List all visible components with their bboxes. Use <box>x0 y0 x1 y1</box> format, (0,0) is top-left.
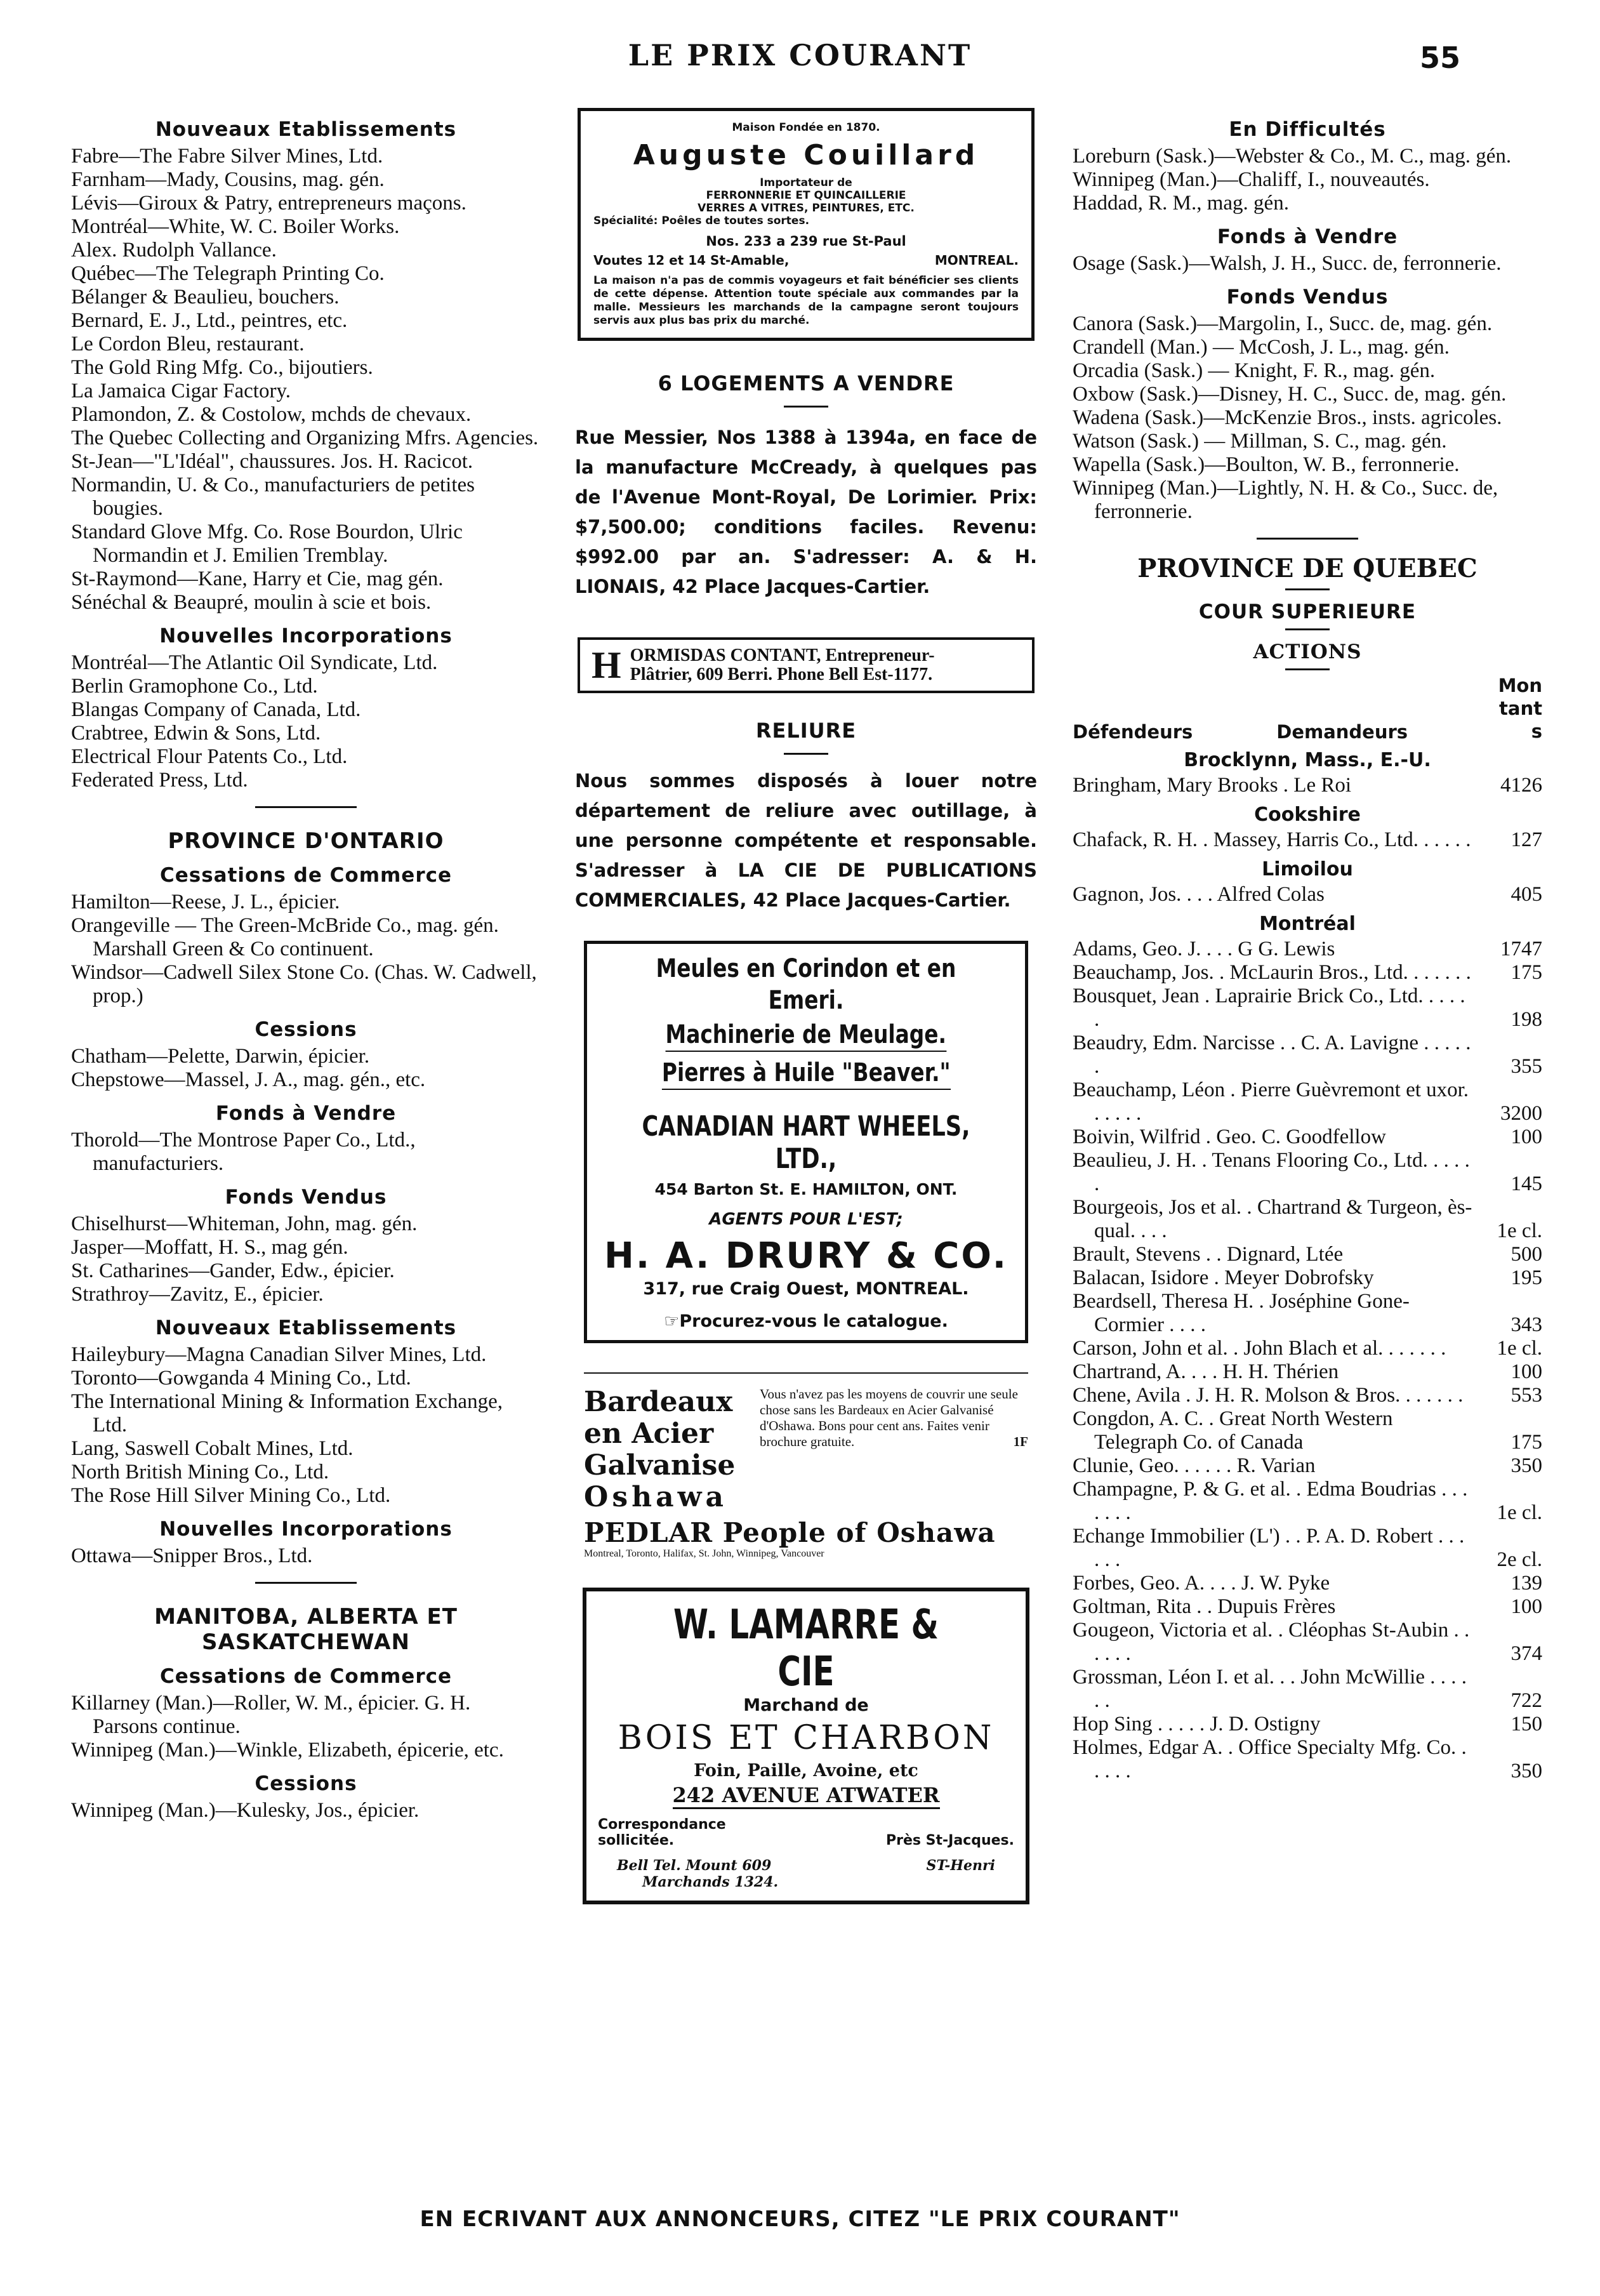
place-heading: Montréal <box>1259 913 1356 935</box>
divider <box>784 406 828 408</box>
case-amount: 355 <box>1511 1055 1542 1078</box>
list-item: Berlin Gramophone Co., Ltd. <box>71 675 318 698</box>
case-parties: Bringham, Mary Brooks . Le Roi <box>1073 774 1352 797</box>
actions-table <box>1073 749 1542 1783</box>
entry-list <box>1073 145 1542 215</box>
case-parties: Echange Immobilier (L') . . P. A. D. Robert . . . . . . <box>1073 1525 1465 1571</box>
list-item: Hamilton—Reese, J. L., épicier. <box>71 891 340 913</box>
entry-list <box>1073 252 1542 275</box>
ad-address: 454 Barton St. E. HAMILTON, ONT. <box>654 1180 958 1198</box>
ad-speciality: Spécialité: Poêles de toutes sortes. <box>593 215 810 227</box>
ad-line: Machinerie de Meulage. <box>666 1019 946 1052</box>
list-item: The Gold Ring Mfg. Co., bijoutiers. <box>71 356 373 379</box>
table-row <box>1073 1360 1542 1384</box>
table-row <box>1073 1290 1542 1337</box>
page-header-title: LE PRIX COURANT <box>628 38 972 72</box>
case-amount: 343 <box>1511 1313 1542 1336</box>
actions-title: ACTIONS <box>1253 640 1362 663</box>
table-row <box>1073 1595 1542 1619</box>
place-heading: Brocklynn, Mass., E.-U. <box>1184 749 1431 771</box>
case-amount: 553 <box>1511 1384 1542 1407</box>
section-title: Cessions <box>255 1018 357 1041</box>
ad-brand-name: Auguste Couillard <box>633 139 979 171</box>
logements-title: 6 LOGEMENTS A VENDRE <box>658 371 955 395</box>
ad-line: Meules en Corindon et en Emeri. <box>656 954 956 1015</box>
table-row <box>1073 1478 1542 1525</box>
case-parties: Brault, Stevens . . Dignard, Ltée <box>1073 1243 1344 1266</box>
table-row <box>1073 1196 1542 1243</box>
case-amount: 198 <box>1511 1008 1542 1031</box>
divider <box>255 1582 357 1584</box>
list-item: Osage (Sask.)—Walsh, J. H., Succ. de, ferronnerie. <box>1073 252 1502 275</box>
section-title: Fonds Vendus <box>225 1186 387 1209</box>
ad-line: Foin, Paille, Avoine, etc <box>694 1761 918 1781</box>
section-title: Cessations de Commerce <box>159 1665 453 1688</box>
pointing-hand-icon: ☞ <box>664 1311 680 1331</box>
list-item: Haddad, R. M., mag. gén. <box>1073 192 1289 215</box>
entry-list <box>71 891 541 1008</box>
ad-line: Marchand de <box>743 1695 869 1715</box>
ad-catalogue-text: Procurez-vous le catalogue. <box>679 1311 948 1331</box>
ad-line: Oshawa <box>584 1481 727 1513</box>
couillard-advertisement <box>578 108 1035 341</box>
case-amount: 127 <box>1511 828 1542 851</box>
list-item: La Jamaica Cigar Factory. <box>71 380 291 402</box>
ad-city: MONTREAL. <box>934 253 1019 268</box>
table-row <box>1073 828 1542 852</box>
ad-line: Bell Tel. Mount 609 <box>617 1857 772 1874</box>
ad-importer: Importateur de <box>760 176 852 189</box>
table-row <box>1073 1032 1542 1078</box>
province-title: MANITOBA, ALBERTA ET SASKATCHEWAN <box>154 1604 458 1655</box>
list-item: St. Catharines—Gander, Edw., épicier. <box>71 1259 395 1282</box>
list-item: Normandin, U. & Co., manufacturiers de petites bougies. <box>71 474 475 520</box>
table-row <box>1073 985 1542 1032</box>
list-item: Canora (Sask.)—Margolin, I., Succ. de, mag. gén. <box>1073 312 1493 335</box>
ad-line: ST-Henri <box>926 1857 995 1874</box>
list-item: North British Mining Co., Ltd. <box>71 1461 329 1483</box>
entry-list <box>71 1799 541 1822</box>
ad-drury: H. A. DRURY & CO. <box>604 1235 1008 1277</box>
list-item: Ottawa—Snipper Bros., Ltd. <box>71 1544 313 1567</box>
case-parties: Balacan, Isidore . Meyer Dobrofsky <box>1073 1266 1374 1289</box>
list-item: Plamondon, Z. & Costolow, mchds de chevaux. <box>71 403 472 426</box>
case-amount: 2e cl. <box>1497 1548 1542 1571</box>
ad-line: en Acier <box>584 1417 714 1450</box>
column-right <box>1073 108 1542 1783</box>
section-title: Nouvelles Incorporations <box>159 625 453 647</box>
case-parties: Bousquet, Jean . Laprairie Brick Co., Ltd. . . . . . <box>1073 985 1465 1031</box>
list-item: Fabre—The Fabre Silver Mines, Ltd. <box>71 145 383 168</box>
ad-line: Près St-Jacques. <box>886 1833 1014 1848</box>
place-heading: Limoilou <box>1262 858 1353 880</box>
table-row <box>1073 1407 1542 1454</box>
ad-company: CANADIAN HART WHEELS, LTD., <box>642 1110 970 1175</box>
list-item: Québec—The Telegraph Printing Co. <box>71 262 385 285</box>
ad-agents: AGENTS POUR L'EST; <box>709 1210 903 1229</box>
column-center <box>571 108 1041 1904</box>
list-item: Oxbow (Sask.)—Disney, H. C., Succ. de, mag. gén. <box>1073 383 1507 406</box>
divider <box>1285 588 1330 590</box>
entry-list <box>71 1212 541 1306</box>
case-parties: Carson, John et al. . John Blach et al. . . . . . . <box>1073 1337 1446 1360</box>
ad-line: Plâtrier, 609 Berri. Phone Bell Est-1177. <box>630 665 933 684</box>
ad-line: ORMISDAS CONTANT, Entrepreneur- <box>630 646 935 665</box>
case-amount: 722 <box>1511 1689 1542 1712</box>
case-parties: Goltman, Rita . . Dupuis Frères <box>1073 1595 1336 1618</box>
table-row <box>1073 1713 1542 1736</box>
ad-line: Galvanise <box>584 1449 736 1482</box>
ad-address-row <box>593 253 1019 268</box>
list-item: Killarney (Man.)—Roller, W. M., épicier. G. H. Parsons continue. <box>71 1692 471 1738</box>
table-row <box>1073 938 1542 961</box>
case-parties: Gougeon, Victoria et al. . Cléophas St-Aubin . . . . . . <box>1073 1619 1470 1665</box>
table-row <box>1073 1078 1542 1125</box>
case-amount: 350 <box>1511 1454 1542 1477</box>
list-item: Crabtree, Edwin & Sons, Ltd. <box>71 722 321 745</box>
ad-line: sollicitée. <box>598 1833 675 1848</box>
page-footer: EN ECRIVANT AUX ANNONCEURS, CITEZ "LE PRIX COURANT" <box>420 2206 1180 2232</box>
ad-left <box>584 1386 752 1513</box>
ad-craig-address: 317, rue Craig Ouest, MONTREAL. <box>643 1279 969 1299</box>
section-title: Nouvelles Incorporations <box>159 1518 453 1541</box>
case-parties: Beardsell, Theresa H. . Joséphine Gone-Cormier . . . . <box>1073 1290 1410 1336</box>
section-title: Fonds à Vendre <box>1217 225 1398 248</box>
ad-founded: Maison Fondée en 1870. <box>732 121 880 134</box>
case-amount: 195 <box>1511 1266 1542 1289</box>
table-row <box>1073 1572 1542 1595</box>
entry-list <box>71 1045 541 1092</box>
list-item: Watson (Sask.) — Millman, S. C., mag. gén. <box>1073 430 1447 453</box>
ad-line: Bardeaux <box>584 1386 733 1418</box>
list-item: Loreburn (Sask.)—Webster & Co., M. C., mag. gén. <box>1073 145 1512 168</box>
case-parties: Forbes, Geo. A. . . . J. W. Pyke <box>1073 1572 1330 1595</box>
entry-list <box>71 1343 541 1508</box>
list-item: Jasper—Moffatt, H. S., mag gén. <box>71 1236 348 1259</box>
list-item: The Quebec Collecting and Organizing Mfrs. Agencies. <box>71 427 539 449</box>
ad-line: Pierres à Huile "Beaver." <box>662 1057 951 1090</box>
list-item: Crandell (Man.) — McCosh, J. L., mag. gén. <box>1073 336 1450 359</box>
list-item: The Rose Hill Silver Mining Co., Ltd. <box>71 1484 391 1507</box>
ad-company: W. LAMARRE & CIE <box>673 1602 939 1695</box>
province-title: PROVINCE D'ONTARIO <box>168 828 444 854</box>
divider <box>784 753 828 755</box>
reliure-title: RELIURE <box>755 719 857 743</box>
hormisdas-advertisement <box>578 637 1035 693</box>
ad-telephone <box>598 1857 1014 1874</box>
list-item: Bélanger & Beaulieu, bouchers. <box>71 286 340 309</box>
table-row <box>1073 774 1542 797</box>
header-montants: Montants <box>1498 675 1542 742</box>
list-item: Sénéchal & Beaupré, moulin à scie et bois. <box>71 591 432 614</box>
list-item: Orcadia (Sask.) — Knight, F. R., mag. gén. <box>1073 359 1436 382</box>
case-parties: Adams, Geo. J. . . . G G. Lewis <box>1073 938 1335 960</box>
case-amount: 150 <box>1511 1713 1542 1735</box>
list-item: Lévis—Giroux & Patry, entrepreneurs maçons. <box>71 192 466 215</box>
ad-line: VERRES A VITRES, PEINTURES, ETC. <box>698 202 915 215</box>
case-amount: 100 <box>1511 1125 1542 1148</box>
column-left <box>71 108 541 1822</box>
ad-catalogue <box>593 1311 1019 1331</box>
lamarre-advertisement <box>583 1588 1029 1904</box>
ad-address: Nos. 233 a 239 rue St-Paul <box>706 234 906 249</box>
case-parties: Bourgeois, Jos et al. . Chartrand & Turgeon, ès-qual. . . . <box>1073 1196 1472 1242</box>
section-title: Cessations de Commerce <box>159 864 453 887</box>
entry-list <box>1073 312 1542 524</box>
ad-cities: Montreal, Toronto, Halifax, St. John, Winnipeg, Vancouver <box>584 1548 824 1559</box>
section-title: En Difficultés <box>1229 118 1386 141</box>
ad-line: Correspondance <box>598 1817 726 1833</box>
ad-corr-left <box>598 1817 726 1848</box>
list-item: Wadena (Sask.)—McKenzie Bros., insts. agricoles. <box>1073 406 1502 429</box>
list-item: Chiselhurst—Whiteman, John, mag. gén. <box>71 1212 418 1235</box>
case-amount: 175 <box>1511 961 1542 984</box>
ad-side-text: Vous n'avez pas les moyens de couvrir une seule chose sans les Bardeaux en Acier Galvanisé d'Oshawa. Bons pour cent ans. Faites venir brochure gratuite. <box>760 1386 1018 1449</box>
list-item: Winnipeg (Man.)—Chaliff, I., nouveautés. <box>1073 168 1430 191</box>
entry-list <box>71 651 541 792</box>
case-amount: 500 <box>1511 1243 1542 1266</box>
list-item: Windsor—Cadwell Silex Stone Co. (Chas. W. Cadwell, prop.) <box>71 961 537 1007</box>
table-row <box>1073 1149 1542 1196</box>
list-item: Electrical Flour Patents Co., Ltd. <box>71 745 348 768</box>
table-row <box>1073 883 1542 906</box>
ad-correspondence <box>598 1817 1014 1848</box>
table-row <box>1073 1619 1542 1666</box>
case-parties: Hop Sing . . . . . J. D. Ostigny <box>1073 1713 1321 1735</box>
case-parties: Chafack, R. H. . Massey, Harris Co., Ltd. . . . . . <box>1073 828 1471 851</box>
table-row <box>1073 1525 1542 1572</box>
entry-list <box>71 145 541 614</box>
case-parties: Grossman, Léon I. et al. . . John McWillie . . . . . . <box>1073 1666 1467 1712</box>
list-item: The International Mining & Information Exchange, Ltd. <box>71 1390 503 1437</box>
list-item: St-Jean—"L'Idéal", chaussures. Jos. H. Racicot. <box>71 450 473 473</box>
page-number: 55 <box>1419 41 1460 75</box>
meules-advertisement <box>584 941 1028 1343</box>
divider <box>1257 538 1358 540</box>
court-title: COUR SUPERIEURE <box>1198 601 1417 623</box>
case-amount: 1e cl. <box>1497 1501 1542 1524</box>
divider <box>1285 628 1330 630</box>
case-amount: 405 <box>1511 883 1542 906</box>
table-row <box>1073 1736 1542 1783</box>
list-item: Lang, Saswell Cobalt Mines, Ltd. <box>71 1437 354 1460</box>
list-item: Toronto—Gowganda 4 Mining Co., Ltd. <box>71 1367 411 1390</box>
case-amount: 374 <box>1511 1642 1542 1665</box>
list-item: Bernard, E. J., Ltd., peintres, etc. <box>71 309 348 332</box>
divider <box>1285 668 1330 670</box>
case-parties: Beaulieu, J. H. . Tenans Flooring Co., Ltd. . . . . . <box>1073 1149 1470 1195</box>
list-item: Federated Press, Ltd. <box>71 769 248 792</box>
ad-line: FERRONNERIE ET QUINCAILLERIE <box>706 189 906 202</box>
ad-code: 1F <box>1013 1434 1028 1449</box>
case-parties: Beauchamp, Léon . Pierre Guèvremont et uxor. . . . . . <box>1073 1078 1469 1125</box>
case-amount: 1e cl. <box>1497 1337 1542 1360</box>
list-item: Winnipeg (Man.)—Kulesky, Jos., épicier. <box>71 1799 420 1822</box>
case-parties: Gagnon, Jos. . . . Alfred Colas <box>1073 883 1325 906</box>
list-item: Winnipeg (Man.)—Winkle, Elizabeth, épicerie, etc. <box>71 1739 504 1762</box>
header-defendeurs: Défendeurs <box>1073 721 1193 743</box>
case-amount: 175 <box>1511 1431 1542 1454</box>
table-row <box>1073 1125 1542 1149</box>
table-row <box>1073 1243 1542 1266</box>
entry-list <box>71 1129 541 1176</box>
list-item: St-Raymond—Kane, Harry et Cie, mag gén. <box>71 567 444 590</box>
list-item: Wapella (Sask.)—Boulton, W. B., ferronnerie. <box>1073 453 1460 476</box>
ad-note: La maison n'a pas de commis voyageurs et fait bénéficier ses clients de cette dépense. Attention toute spéciale aux commandes par la malle. Messieurs les marchands de la campagne seront toujours servis aux plus bas prix du marché. <box>593 274 1019 327</box>
header-demandeurs: Demandeurs <box>1276 721 1408 743</box>
reliure-text: Nous sommes disposés à louer notre département de reliure avec outillage, à une personne compétente et responsable. S'adresser à LA CIE DE PUBLICATIONS COMMERCIALES, 42 Place Jacques-Cartier. <box>575 770 1037 911</box>
case-parties: Congdon, A. C. . Great North Western Telegraph Co. of Canada <box>1073 1407 1393 1454</box>
ad-line: Marchands 1324. <box>642 1874 779 1890</box>
case-amount: 145 <box>1511 1172 1542 1195</box>
list-item: Standard Glove Mfg. Co. Rose Bourdon, Ulric Normandin et J. Emilien Tremblay. <box>71 521 463 567</box>
case-parties: Chartrand, A. . . . H. H. Thérien <box>1073 1360 1339 1383</box>
bardeaux-advertisement <box>584 1372 1028 1560</box>
list-item: Montréal—The Atlantic Oil Syndicate, Ltd. <box>71 651 438 674</box>
ad-text <box>630 646 935 684</box>
case-parties: Boivin, Wilfrid . Geo. C. Goodfellow <box>1073 1125 1386 1148</box>
case-parties: Beaudry, Edm. Narcisse . . C. A. Lavigne . . . . . . <box>1073 1032 1471 1078</box>
case-amount: 4126 <box>1500 774 1542 797</box>
case-amount: 100 <box>1511 1595 1542 1618</box>
list-item: Blangas Company of Canada, Ltd. <box>71 698 361 721</box>
case-amount: 100 <box>1511 1360 1542 1383</box>
table-row <box>1073 1454 1542 1478</box>
ad-vaults: Voutes 12 et 14 St-Amable, <box>593 253 790 268</box>
list-item: Orangeville — The Green-McBride Co., mag. gén. Marshall Green & Co continuent. <box>71 914 499 960</box>
list-item: Thorold—The Montrose Paper Co., Ltd., manufacturiers. <box>71 1129 416 1175</box>
table-row <box>1073 961 1542 985</box>
section-title: Cessions <box>255 1772 357 1795</box>
list-item: Alex. Rudolph Vallance. <box>71 239 277 262</box>
entry-list <box>71 1544 541 1568</box>
list-item: Winnipeg (Man.)—Lightly, N. H. & Co., Succ. de, ferronnerie. <box>1073 477 1498 523</box>
list-item: Montréal—White, W. C. Boiler Works. <box>71 215 400 238</box>
ad-address: 242 AVENUE ATWATER <box>673 1783 940 1809</box>
ad-right <box>752 1386 1028 1513</box>
case-amount: 3200 <box>1500 1102 1542 1125</box>
case-amount: 1e cl. <box>1497 1219 1542 1242</box>
table-row <box>1073 1337 1542 1360</box>
case-amount: 139 <box>1511 1572 1542 1595</box>
list-item: Chepstowe—Massel, J. A., mag. gén., etc. <box>71 1068 426 1091</box>
section-title: Nouveaux Etablissements <box>155 118 457 141</box>
list-item: Chatham—Pelette, Darwin, épicier. <box>71 1045 370 1068</box>
case-amount: 350 <box>1511 1760 1542 1782</box>
logements-text: Rue Messier, Nos 1388 à 1394a, en face de la manufacture McCready, à quelques pas de l'Avenue Mont-Royal, De Lorimier. Prix: $7,500.00; conditions faciles. Revenu: $992.00 par an. S'adresser: A. & H. LIONAIS, 42 Place Jacques-Cartier. <box>575 427 1037 597</box>
case-parties: Chene, Avila . J. H. R. Molson & Bros. . . . . . . <box>1073 1384 1464 1407</box>
case-parties: Champagne, P. & G. et al. . Edma Boudrias . . . . . . . <box>1073 1478 1468 1524</box>
ad-line: BOIS ET CHARBON <box>618 1719 995 1757</box>
case-amount: 1747 <box>1500 938 1542 960</box>
actions-table-header <box>1073 674 1542 743</box>
section-title: Fonds Vendus <box>1226 286 1389 309</box>
case-parties: Beauchamp, Jos. . McLaurin Bros., Ltd. . . . . . . <box>1073 961 1471 984</box>
case-parties: Clunie, Geo. . . . . . R. Varian <box>1073 1454 1316 1477</box>
province-title: PROVINCE DE QUEBEC <box>1137 554 1478 583</box>
ad-top <box>584 1386 1028 1513</box>
case-parties: Holmes, Edgar A. . Office Specialty Mfg. Co. . . . . . <box>1073 1736 1467 1782</box>
table-row <box>1073 1266 1542 1290</box>
section-title: Nouveaux Etablissements <box>155 1317 457 1339</box>
entry-list <box>71 1692 541 1762</box>
place-heading: Cookshire <box>1254 804 1361 826</box>
table-row <box>1073 1384 1542 1407</box>
divider <box>255 806 357 808</box>
ad-initial: H <box>592 644 621 686</box>
ad-pedlar: PEDLAR People of Oshawa <box>584 1517 996 1548</box>
table-row <box>1073 1666 1542 1713</box>
list-item: Le Cordon Bleu, restaurant. <box>71 333 305 355</box>
list-item: Haileybury—Magna Canadian Silver Mines, Ltd. <box>71 1343 487 1366</box>
section-title: Fonds à Vendre <box>215 1102 397 1125</box>
list-item: Farnham—Mady, Cousins, mag. gén. <box>71 168 385 191</box>
list-item: Strathroy—Zavitz, E., épicier. <box>71 1283 324 1306</box>
